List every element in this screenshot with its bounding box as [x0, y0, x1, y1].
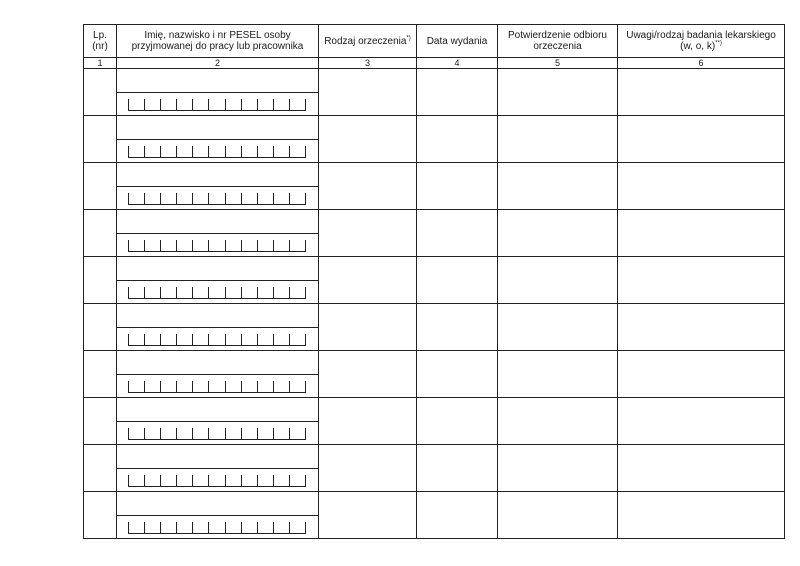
pesel-digit-box[interactable]: [192, 193, 208, 205]
table-row: [84, 257, 785, 304]
pesel-digit-box[interactable]: [128, 146, 144, 158]
pesel-digit-box[interactable]: [241, 522, 257, 534]
footnote-mark-1: *): [406, 35, 411, 42]
pesel-digit-box[interactable]: [257, 381, 273, 393]
pesel-field[interactable]: [128, 146, 306, 157]
pesel-digit-box[interactable]: [144, 287, 160, 299]
pesel-digit-box[interactable]: [192, 475, 208, 487]
pesel-digit-box[interactable]: [144, 240, 160, 252]
lp-cell[interactable]: [84, 492, 117, 539]
pesel-digit-box[interactable]: [144, 99, 160, 111]
pesel-digit-box[interactable]: [192, 99, 208, 111]
pesel-digit-box[interactable]: [160, 287, 176, 299]
data-wydania-cell[interactable]: [417, 398, 498, 445]
rodzaj-cell[interactable]: [319, 445, 417, 492]
pesel-field[interactable]: [128, 522, 306, 533]
name-pesel-cell: [117, 116, 319, 163]
column-number: 3: [319, 58, 417, 69]
pesel-digit-box[interactable]: [208, 522, 224, 534]
pesel-digit-box[interactable]: [241, 428, 257, 440]
pesel-digit-box[interactable]: [128, 475, 144, 487]
pesel-digit-box[interactable]: [176, 287, 192, 299]
name-pesel-cell: [117, 398, 319, 445]
pesel-digit-box[interactable]: [192, 381, 208, 393]
lp-cell[interactable]: [84, 398, 117, 445]
potwierdzenie-cell[interactable]: [498, 257, 618, 304]
pesel-digit-box[interactable]: [257, 193, 273, 205]
table-row: [84, 304, 785, 351]
pesel-digit-box[interactable]: [176, 334, 192, 346]
name-pesel-cell: [117, 69, 319, 116]
pesel-digit-box[interactable]: [289, 334, 306, 346]
pesel-digit-box[interactable]: [208, 334, 224, 346]
pesel-digit-box[interactable]: [176, 240, 192, 252]
data-wydania-cell[interactable]: [417, 351, 498, 398]
name-field[interactable]: [117, 257, 318, 281]
pesel-digit-box[interactable]: [176, 428, 192, 440]
pesel-digit-box[interactable]: [192, 240, 208, 252]
pesel-digit-box[interactable]: [144, 522, 160, 534]
pesel-digit-box[interactable]: [257, 475, 273, 487]
potwierdzenie-cell[interactable]: [498, 445, 618, 492]
pesel-digit-box[interactable]: [273, 428, 289, 440]
lp-cell[interactable]: [84, 304, 117, 351]
pesel-digit-box[interactable]: [160, 193, 176, 205]
pesel-digit-box[interactable]: [225, 428, 241, 440]
pesel-field[interactable]: [128, 193, 306, 204]
uwagi-cell[interactable]: [618, 304, 785, 351]
footnote-mark-2: **): [715, 40, 722, 47]
lp-cell[interactable]: [84, 116, 117, 163]
pesel-digit-box[interactable]: [176, 381, 192, 393]
pesel-digit-box[interactable]: [208, 146, 224, 158]
pesel-digit-box[interactable]: [273, 287, 289, 299]
pesel-digit-box[interactable]: [128, 99, 144, 111]
header-potwierdzenie: [498, 25, 618, 58]
pesel-digit-box[interactable]: [208, 240, 224, 252]
rodzaj-cell[interactable]: [319, 116, 417, 163]
header-rodzaj-text: Rodzaj orzeczenia: [324, 35, 407, 47]
rodzaj-cell[interactable]: [319, 69, 417, 116]
uwagi-cell[interactable]: [618, 210, 785, 257]
potwierdzenie-cell[interactable]: [498, 398, 618, 445]
pesel-digit-box[interactable]: [257, 522, 273, 534]
uwagi-cell[interactable]: [618, 257, 785, 304]
pesel-digit-box[interactable]: [273, 522, 289, 534]
header-data-wydania: [417, 25, 498, 58]
pesel-digit-box[interactable]: [225, 146, 241, 158]
pesel-digit-box[interactable]: [176, 193, 192, 205]
pesel-digit-box[interactable]: [208, 193, 224, 205]
pesel-digit-box[interactable]: [241, 99, 257, 111]
pesel-digit-box[interactable]: [128, 287, 144, 299]
lp-cell[interactable]: [84, 351, 117, 398]
header-rodzaj: [319, 25, 417, 58]
pesel-digit-box[interactable]: [160, 381, 176, 393]
header-lp-line2: (nr): [92, 41, 108, 52]
data-wydania-cell[interactable]: [417, 445, 498, 492]
pesel-digit-box[interactable]: [241, 334, 257, 346]
pesel-digit-box[interactable]: [241, 146, 257, 158]
medical-certificate-register-table: [83, 24, 785, 539]
pesel-digit-box[interactable]: [144, 428, 160, 440]
pesel-digit-box[interactable]: [241, 287, 257, 299]
uwagi-cell[interactable]: [618, 163, 785, 210]
pesel-digit-box[interactable]: [192, 428, 208, 440]
uwagi-cell[interactable]: [618, 445, 785, 492]
pesel-digit-box[interactable]: [289, 475, 306, 487]
name-field[interactable]: [117, 398, 318, 422]
pesel-digit-box[interactable]: [208, 428, 224, 440]
pesel-digit-box[interactable]: [160, 475, 176, 487]
name-field[interactable]: [117, 351, 318, 375]
data-wydania-cell[interactable]: [417, 210, 498, 257]
header-name-line1: Imię, nazwisko i nr PESEL osoby: [144, 30, 291, 41]
pesel-digit-box[interactable]: [289, 522, 306, 534]
table-row: [84, 445, 785, 492]
uwagi-cell[interactable]: [618, 492, 785, 539]
pesel-digit-box[interactable]: [225, 381, 241, 393]
rodzaj-cell[interactable]: [319, 398, 417, 445]
pesel-digit-box[interactable]: [176, 99, 192, 111]
uwagi-cell[interactable]: [618, 69, 785, 116]
pesel-digit-box[interactable]: [176, 522, 192, 534]
data-wydania-cell[interactable]: [417, 69, 498, 116]
potwierdzenie-cell[interactable]: [498, 210, 618, 257]
pesel-digit-box[interactable]: [144, 146, 160, 158]
pesel-digit-box[interactable]: [289, 428, 306, 440]
header-uwagi-line2: (w, o, k): [680, 41, 716, 52]
column-number: 5: [498, 58, 618, 69]
pesel-digit-box[interactable]: [225, 240, 241, 252]
pesel-digit-box[interactable]: [289, 146, 306, 158]
header-uwagi-line1: Uwagi/rodzaj badania lekarskiego: [626, 30, 776, 41]
pesel-digit-box[interactable]: [241, 193, 257, 205]
entry-rows: [84, 69, 785, 539]
column-number: 6: [618, 58, 785, 69]
pesel-field[interactable]: [128, 428, 306, 439]
lp-cell[interactable]: [84, 257, 117, 304]
data-wydania-cell[interactable]: [417, 116, 498, 163]
lp-cell[interactable]: [84, 163, 117, 210]
pesel-digit-box[interactable]: [257, 99, 273, 111]
pesel-digit-box[interactable]: [160, 428, 176, 440]
pesel-digit-box[interactable]: [160, 99, 176, 111]
pesel-digit-box[interactable]: [225, 287, 241, 299]
table-row: [84, 116, 785, 163]
name-field[interactable]: [117, 445, 318, 469]
header-row: [84, 25, 785, 58]
lp-cell[interactable]: [84, 210, 117, 257]
name-pesel-cell: [117, 304, 319, 351]
uwagi-cell[interactable]: [618, 398, 785, 445]
pesel-digit-box[interactable]: [128, 193, 144, 205]
name-pesel-cell: [117, 210, 319, 257]
name-field[interactable]: [117, 304, 318, 328]
pesel-field[interactable]: [128, 240, 306, 251]
header-lp: [84, 25, 117, 58]
uwagi-cell[interactable]: [618, 351, 785, 398]
header-uwagi: [618, 25, 785, 58]
pesel-digit-box[interactable]: [273, 193, 289, 205]
table-row: [84, 398, 785, 445]
pesel-digit-box[interactable]: [128, 381, 144, 393]
pesel-digit-box[interactable]: [225, 522, 241, 534]
data-wydania-cell[interactable]: [417, 163, 498, 210]
pesel-field[interactable]: [128, 381, 306, 392]
pesel-digit-box[interactable]: [192, 334, 208, 346]
table-row: [84, 492, 785, 539]
pesel-digit-box[interactable]: [208, 381, 224, 393]
table-row: [84, 69, 785, 116]
pesel-digit-box[interactable]: [289, 240, 306, 252]
potwierdzenie-cell[interactable]: [498, 304, 618, 351]
rodzaj-cell[interactable]: [319, 210, 417, 257]
pesel-digit-box[interactable]: [128, 428, 144, 440]
pesel-digit-box[interactable]: [273, 475, 289, 487]
column-number-row: [84, 58, 785, 69]
pesel-digit-box[interactable]: [225, 99, 241, 111]
header-potwierdzenie-line2: orzeczenia: [533, 41, 582, 52]
table-row: [84, 210, 785, 257]
name-pesel-cell: [117, 492, 319, 539]
pesel-digit-box[interactable]: [144, 334, 160, 346]
table-row: [84, 163, 785, 210]
potwierdzenie-cell[interactable]: [498, 351, 618, 398]
name-pesel-cell: [117, 445, 319, 492]
pesel-digit-box[interactable]: [241, 240, 257, 252]
pesel-digit-box[interactable]: [128, 334, 144, 346]
pesel-digit-box[interactable]: [289, 99, 306, 111]
pesel-digit-box[interactable]: [273, 99, 289, 111]
name-field[interactable]: [117, 69, 318, 93]
potwierdzenie-cell[interactable]: [498, 116, 618, 163]
pesel-digit-box[interactable]: [160, 240, 176, 252]
pesel-digit-box[interactable]: [208, 99, 224, 111]
pesel-digit-box[interactable]: [257, 146, 273, 158]
rodzaj-cell[interactable]: [319, 163, 417, 210]
pesel-digit-box[interactable]: [273, 334, 289, 346]
pesel-digit-box[interactable]: [160, 334, 176, 346]
data-wydania-cell[interactable]: [417, 492, 498, 539]
rodzaj-cell[interactable]: [319, 304, 417, 351]
name-pesel-cell: [117, 351, 319, 398]
pesel-digit-box[interactable]: [192, 522, 208, 534]
pesel-digit-box[interactable]: [257, 240, 273, 252]
lp-cell[interactable]: [84, 445, 117, 492]
pesel-digit-box[interactable]: [144, 381, 160, 393]
name-pesel-cell: [117, 163, 319, 210]
rodzaj-cell[interactable]: [319, 492, 417, 539]
data-wydania-cell[interactable]: [417, 304, 498, 351]
rodzaj-cell[interactable]: [319, 351, 417, 398]
pesel-digit-box[interactable]: [289, 193, 306, 205]
potwierdzenie-cell[interactable]: [498, 163, 618, 210]
header-potwierdzenie-line1: Potwierdzenie odbioru: [508, 30, 607, 41]
lp-cell[interactable]: [84, 69, 117, 116]
pesel-digit-box[interactable]: [225, 193, 241, 205]
name-pesel-cell: [117, 257, 319, 304]
pesel-digit-box[interactable]: [241, 381, 257, 393]
name-field[interactable]: [117, 492, 318, 516]
pesel-digit-box[interactable]: [241, 475, 257, 487]
pesel-digit-box[interactable]: [208, 475, 224, 487]
potwierdzenie-cell[interactable]: [498, 492, 618, 539]
header-name-line2: przyjmowanej do pracy lub pracownika: [131, 41, 304, 52]
name-field[interactable]: [117, 116, 318, 140]
pesel-digit-box[interactable]: [128, 240, 144, 252]
pesel-digit-box[interactable]: [289, 287, 306, 299]
uwagi-cell[interactable]: [618, 116, 785, 163]
pesel-digit-box[interactable]: [192, 287, 208, 299]
pesel-field[interactable]: [128, 287, 306, 298]
column-number: 2: [117, 58, 319, 69]
pesel-digit-box[interactable]: [273, 146, 289, 158]
pesel-digit-box[interactable]: [225, 334, 241, 346]
pesel-digit-box[interactable]: [289, 381, 306, 393]
column-number: 1: [84, 58, 117, 69]
data-wydania-cell[interactable]: [417, 257, 498, 304]
pesel-digit-box[interactable]: [128, 522, 144, 534]
pesel-digit-box[interactable]: [273, 381, 289, 393]
header-name-pesel: [117, 25, 319, 58]
pesel-digit-box[interactable]: [257, 287, 273, 299]
pesel-field[interactable]: [128, 334, 306, 345]
pesel-digit-box[interactable]: [160, 146, 176, 158]
rodzaj-cell[interactable]: [319, 257, 417, 304]
pesel-digit-box[interactable]: [160, 522, 176, 534]
table-row: [84, 351, 785, 398]
pesel-digit-box[interactable]: [208, 287, 224, 299]
name-field[interactable]: [117, 163, 318, 187]
pesel-field[interactable]: [128, 99, 306, 110]
header-lp-line1: Lp.: [93, 30, 107, 41]
pesel-field[interactable]: [128, 475, 306, 486]
pesel-digit-box[interactable]: [225, 475, 241, 487]
pesel-digit-box[interactable]: [176, 146, 192, 158]
header-data-text: Data wydania: [426, 35, 488, 47]
potwierdzenie-cell[interactable]: [498, 69, 618, 116]
name-field[interactable]: [117, 210, 318, 234]
pesel-digit-box[interactable]: [257, 428, 273, 440]
pesel-digit-box[interactable]: [176, 475, 192, 487]
pesel-digit-box[interactable]: [273, 240, 289, 252]
pesel-digit-box[interactable]: [144, 193, 160, 205]
pesel-digit-box[interactable]: [144, 475, 160, 487]
column-number: 4: [417, 58, 498, 69]
pesel-digit-box[interactable]: [192, 146, 208, 158]
pesel-digit-box[interactable]: [257, 334, 273, 346]
